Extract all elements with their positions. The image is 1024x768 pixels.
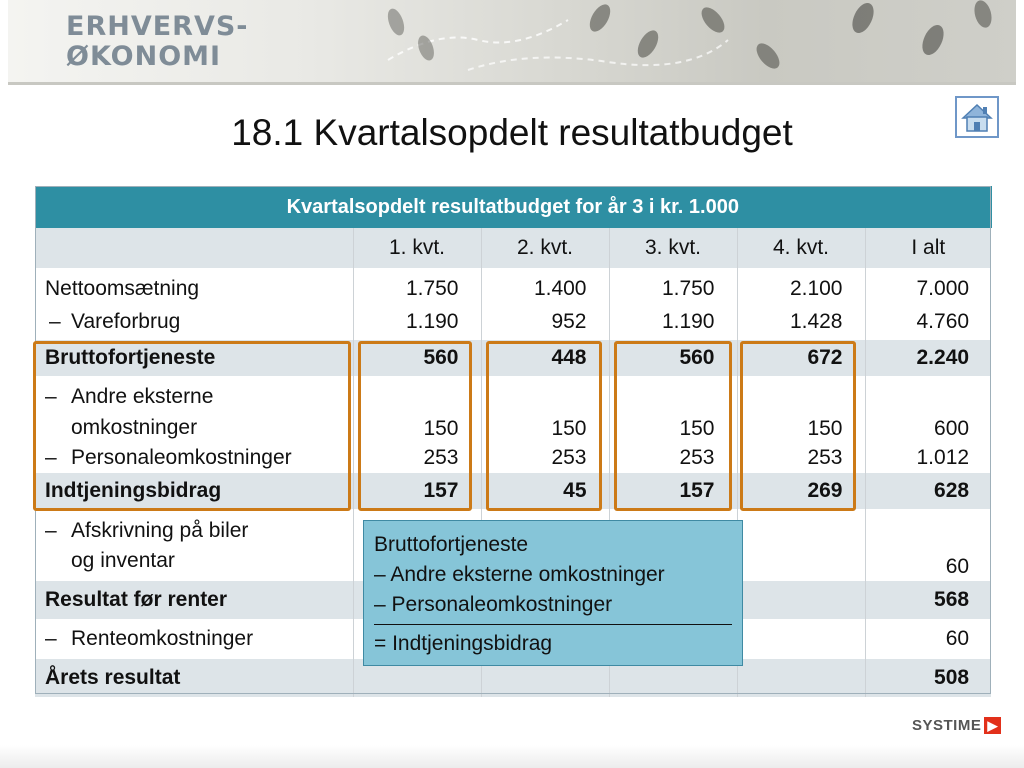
table-cell: 1.400 bbox=[481, 268, 609, 304]
header-banner bbox=[8, 0, 1016, 85]
table-cell: 269 bbox=[737, 473, 865, 509]
table-cell: 600 bbox=[865, 376, 991, 443]
footer-band bbox=[0, 745, 1024, 768]
table-header-row bbox=[35, 228, 991, 269]
row-label-text: Personaleomkostninger bbox=[71, 446, 292, 469]
table-cell: 157 bbox=[353, 473, 481, 509]
table-row bbox=[35, 268, 991, 304]
minus-prefix: – bbox=[45, 519, 57, 542]
column-header: 1. kvt. bbox=[353, 228, 481, 269]
minus-prefix: – bbox=[45, 446, 57, 469]
table-cell: 253 bbox=[737, 443, 865, 473]
row-label bbox=[35, 509, 353, 581]
table-row bbox=[35, 340, 991, 376]
row-label: Indtjeningsbidrag bbox=[35, 473, 353, 509]
footsteps-decoration bbox=[8, 0, 1016, 82]
table-cell: 150 bbox=[481, 376, 609, 443]
table-cell: 157 bbox=[609, 473, 737, 509]
row-label-line: omkostninger bbox=[71, 416, 198, 439]
table-cell: 45 bbox=[481, 473, 609, 509]
row-label bbox=[35, 619, 353, 659]
page-title: 18.1 Kvartalsopdelt resultatbudget bbox=[231, 112, 793, 153]
formula-line: – Personaleomkostninger bbox=[374, 593, 613, 616]
arrow-right-icon: ▶ bbox=[984, 717, 1001, 734]
row-label-text: Renteomkostninger bbox=[71, 627, 254, 650]
logo-line2: ØKONOMI bbox=[66, 41, 222, 72]
row-label-line bbox=[45, 516, 353, 546]
table-cell: 508 bbox=[865, 659, 991, 697]
column-header: 3. kvt. bbox=[609, 228, 737, 269]
column-header: I alt bbox=[865, 228, 991, 269]
systime-logo: SYSTIME bbox=[912, 717, 982, 734]
formula-line: Bruttofortjeneste bbox=[374, 533, 529, 556]
column-header bbox=[35, 228, 353, 269]
table-cell: 60 bbox=[865, 509, 991, 581]
formula-underline bbox=[374, 624, 732, 625]
table-cell: 150 bbox=[353, 376, 481, 443]
row-label: Årets resultat bbox=[35, 659, 353, 697]
table-row bbox=[35, 473, 991, 509]
table-cell: 952 bbox=[481, 304, 609, 340]
table-cell bbox=[737, 619, 865, 659]
table-cell: 560 bbox=[353, 340, 481, 376]
minus-prefix: – bbox=[45, 385, 57, 408]
row-label-line bbox=[45, 381, 353, 412]
table-cell bbox=[737, 581, 865, 619]
table-cell: 7.000 bbox=[865, 268, 991, 304]
table-cell: 2.240 bbox=[865, 340, 991, 376]
table-cell: 150 bbox=[609, 376, 737, 443]
row-label bbox=[35, 304, 353, 340]
minus-prefix: – bbox=[45, 627, 57, 650]
table-cell: 150 bbox=[737, 376, 865, 443]
formula-result: = Indtjeningsbidrag bbox=[374, 632, 553, 655]
column-header: 4. kvt. bbox=[737, 228, 865, 269]
table-cell: 448 bbox=[481, 340, 609, 376]
table-cell: 568 bbox=[865, 581, 991, 619]
row-label: Nettoomsætning bbox=[35, 268, 353, 304]
table-row bbox=[35, 304, 991, 340]
table-cell: 628 bbox=[865, 473, 991, 509]
table-row bbox=[35, 376, 991, 443]
formula-callout bbox=[363, 520, 743, 666]
table-cell bbox=[737, 659, 865, 697]
table-cell: 253 bbox=[353, 443, 481, 473]
table-cell: 4.760 bbox=[865, 304, 991, 340]
column-header: 2. kvt. bbox=[481, 228, 609, 269]
table-cell: 560 bbox=[609, 340, 737, 376]
table-cell: 1.750 bbox=[609, 268, 737, 304]
row-label bbox=[35, 443, 353, 473]
table-cell: 253 bbox=[481, 443, 609, 473]
table-cell: 60 bbox=[865, 619, 991, 659]
table-cell: 1.190 bbox=[609, 304, 737, 340]
formula-line: – Andre eksterne omkostninger bbox=[374, 563, 665, 586]
table-cell: 253 bbox=[609, 443, 737, 473]
home-button[interactable] bbox=[955, 96, 999, 138]
table-cell: 672 bbox=[737, 340, 865, 376]
table-cell: 1.750 bbox=[353, 268, 481, 304]
row-label: Bruttofortjeneste bbox=[35, 340, 353, 376]
table-cell: 1.012 bbox=[865, 443, 991, 473]
row-label: Resultat før renter bbox=[35, 581, 353, 619]
table-caption: Kvartalsopdelt resultatbudget for år 3 i kr. 1.000 bbox=[35, 187, 991, 228]
table-cell: 2.100 bbox=[737, 268, 865, 304]
minus-prefix: – bbox=[49, 310, 61, 333]
table-cell: 1.190 bbox=[353, 304, 481, 340]
table-cell bbox=[737, 509, 865, 581]
logo-line1: ERHVERVS- bbox=[66, 11, 249, 42]
table-row bbox=[35, 443, 991, 473]
row-label-text: Afskrivning på biler bbox=[71, 519, 249, 542]
row-label-text: Vareforbrug bbox=[71, 310, 181, 333]
row-label bbox=[35, 376, 353, 443]
row-label-text: Andre eksterne bbox=[71, 385, 214, 408]
home-icon bbox=[957, 98, 997, 136]
table-cell: 1.428 bbox=[737, 304, 865, 340]
row-label-line: og inventar bbox=[71, 549, 175, 572]
